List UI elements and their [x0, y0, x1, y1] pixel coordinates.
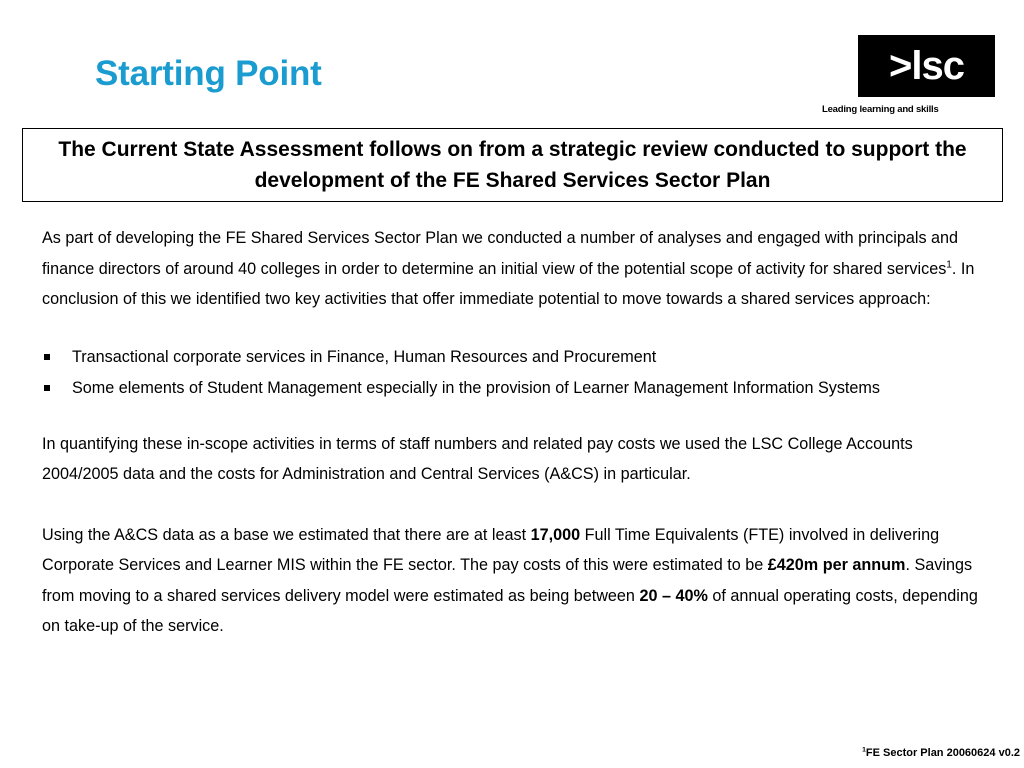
estimates-text: . Savings from moving to a shared services delivery model were estimated as being between — [42, 556, 973, 605]
slide-title: Starting Point — [95, 54, 322, 93]
quantifying-paragraph: In quantifying these in-scope activities in terms of staff numbers and related pay costs we used the LSC College Accounts 2004/2005 data and the costs for Administration and Central Services (A&CS) in particular. — [42, 434, 913, 483]
list-item — [42, 345, 987, 369]
body-text — [42, 223, 987, 642]
savings-range: 20 – 40% — [639, 586, 708, 605]
square-bullet-icon — [44, 354, 50, 360]
list-item — [42, 376, 987, 400]
estimates-text: of annual operating costs, depending on take-up of the service. — [42, 586, 978, 635]
list-item-text: Some elements of Student Management especially in the provision of Learner Management Information Systems — [72, 378, 881, 397]
headline-box — [22, 128, 1003, 202]
estimates-text: Using the A&CS data as a base we estimated that there are at least — [42, 525, 531, 544]
logo-text: >lsc — [889, 43, 964, 88]
footnote — [862, 747, 1020, 759]
intro-paragraph — [42, 223, 987, 315]
lsc-logo — [858, 35, 995, 97]
footnote-ref: 1 — [946, 259, 952, 271]
logo-tagline: Leading learning and skills — [822, 104, 939, 115]
estimates-paragraph — [42, 520, 987, 642]
list-item-text: Transactional corporate services in Finance, Human Resources and Procurement — [72, 347, 657, 366]
activity-list — [42, 345, 987, 400]
headline-text: The Current State Assessment follows on from a strategic review conducted to support the development of the FE Shared Services Sector Plan — [58, 138, 967, 192]
square-bullet-icon — [44, 385, 50, 391]
estimates-text: Full Time Equivalents (FTE) involved in delivering Corporate Services and Learner MIS within the FE sector. The pay costs of this were estimated to be — [42, 525, 940, 574]
intro-text: As part of developing the FE Shared Services Sector Plan we conducted a number of analyses and engaged with principals and finance directors of around 40 colleges in order to determine an initial view of the potential scope of activity for shared services — [42, 229, 959, 278]
pay-cost: £420m per annum — [767, 556, 906, 574]
fte-count: 17,000 — [530, 525, 581, 544]
footnote-number: 1 — [862, 746, 866, 754]
intro-text-end: . In conclusion of this we identified two key activities that offer immediate potential to move towards a shared services approach: — [42, 259, 975, 308]
footnote-text: FE Sector Plan 20060624 v0.2 — [865, 747, 1020, 759]
